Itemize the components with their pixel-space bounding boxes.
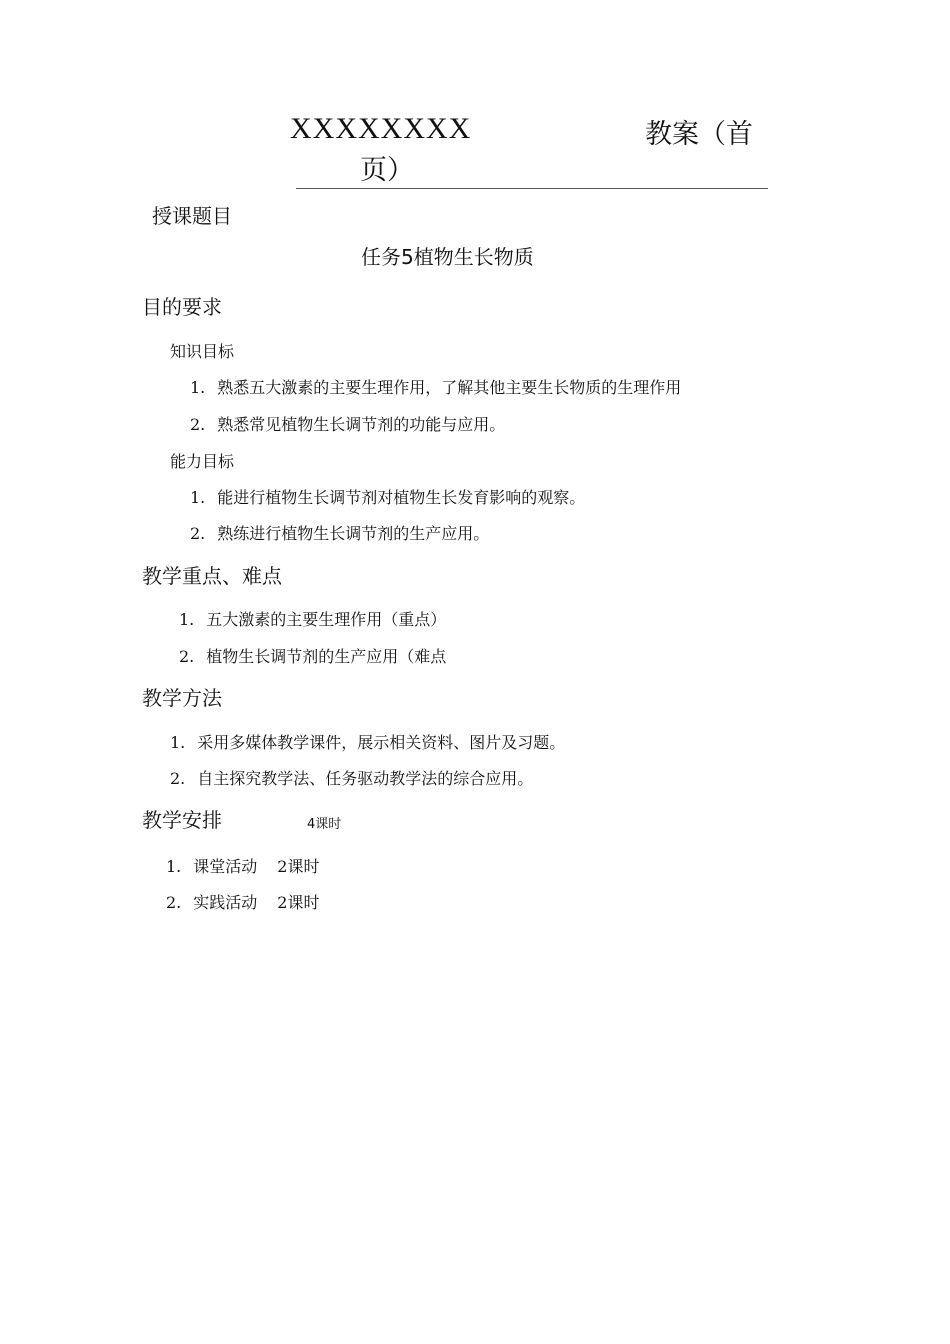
knowledge-goal-item <box>190 375 681 398</box>
schedule-activity: 课堂活动 <box>193 857 258 876</box>
schedule-item <box>166 854 319 877</box>
list-number: 2. <box>166 893 182 912</box>
schedule-hours: 2课时 <box>277 893 320 912</box>
list-text: 自主探究教学法、任务驱动教学法的综合应用。 <box>197 769 534 788</box>
list-text: 五大激素的主要生理作用（重点） <box>206 610 447 629</box>
list-text: 熟悉常见植物生长调节剂的功能与应用。 <box>217 415 506 434</box>
ability-goals-label: 能力目标 <box>170 452 235 471</box>
title-underline <box>296 188 768 189</box>
list-text: 熟练进行植物生长调节剂的生产应用。 <box>217 524 490 543</box>
list-text: 植物生长调节剂的生产应用（难点 <box>206 647 447 666</box>
schedule-activity: 实践活动 <box>193 893 258 912</box>
knowledge-goal-item <box>190 412 505 435</box>
title-code: XXXXXXXX <box>290 112 472 145</box>
schedule-hours: 2课时 <box>277 857 320 876</box>
title-first-page: 页） <box>360 155 414 186</box>
knowledge-goals-label: 知识目标 <box>170 342 235 361</box>
key-point-item <box>179 607 446 630</box>
list-text: 采用多媒体教学课件，展示相关资料、图片及习题。 <box>197 733 566 752</box>
key-points-heading: 教学重点、难点 <box>142 564 282 588</box>
list-text: 能进行植物生长调节剂对植物生长发育影响的观察。 <box>217 488 586 507</box>
key-point-item <box>179 644 446 667</box>
list-number: 1. <box>179 610 195 629</box>
ability-goal-item <box>190 521 489 544</box>
list-number: 1. <box>190 378 206 397</box>
topic-label: 授课题目 <box>152 204 232 228</box>
method-item <box>170 766 533 789</box>
ability-goal-item <box>190 485 585 508</box>
title-lesson-plan: 教案（首 <box>645 119 753 150</box>
list-text: 熟悉五大激素的主要生理作用，了解其他主要生长物质的生理作用 <box>217 378 682 397</box>
topic-value: 任务5植物生长物质 <box>361 245 534 269</box>
list-number: 2. <box>190 524 206 543</box>
list-number: 2. <box>179 647 195 666</box>
method-item <box>170 730 565 753</box>
list-number: 1. <box>190 488 206 507</box>
schedule-item <box>166 890 319 913</box>
schedule-total-hours: 4课时 <box>307 817 342 832</box>
list-number: 2. <box>170 769 186 788</box>
schedule-heading: 教学安排 <box>142 808 222 832</box>
objectives-heading: 目的要求 <box>142 295 222 319</box>
list-number: 2. <box>190 415 206 434</box>
list-number: 1. <box>170 733 186 752</box>
methods-heading: 教学方法 <box>142 686 222 710</box>
list-number: 1. <box>166 857 182 876</box>
